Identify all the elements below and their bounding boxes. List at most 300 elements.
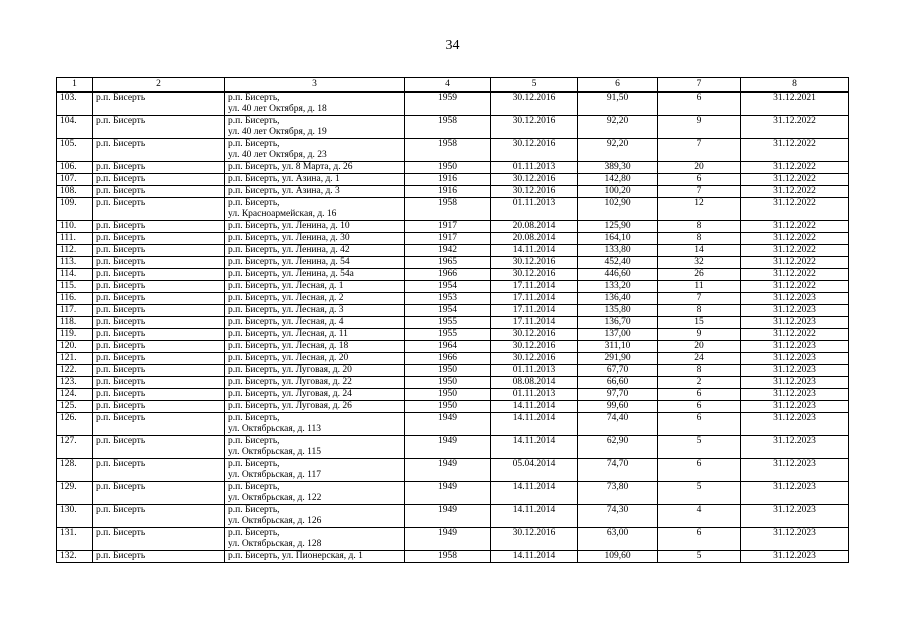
count-cell: 6: [658, 92, 741, 116]
header-cell-5: 5: [491, 78, 578, 93]
term-cell: 31.12.2023: [741, 436, 849, 459]
count-cell: 5: [658, 551, 741, 563]
row-number-cell: 119.: [57, 329, 93, 341]
term-cell: 31.12.2023: [741, 401, 849, 413]
housing-table: [56, 77, 849, 563]
term-cell: 31.12.2022: [741, 269, 849, 281]
term-cell: 31.12.2022: [741, 281, 849, 293]
row-number-cell: 129.: [57, 482, 93, 505]
table-row: [57, 317, 849, 329]
table-row: [57, 92, 849, 116]
area-cell: 136,40: [578, 293, 658, 305]
address-line-1: р.п. Бисерть, ул. Лесная, д. 1: [228, 281, 344, 291]
settlement-cell: р.п. Бисерть: [93, 389, 225, 401]
area-cell: 125,90: [578, 221, 658, 233]
address-cell: [225, 198, 405, 221]
settlement-cell: р.п. Бисерть: [93, 365, 225, 377]
settlement-cell: р.п. Бисерть: [93, 116, 225, 139]
table-row: [57, 269, 849, 281]
address-line-1: р.п. Бисерть, ул. Пионерская, д. 1: [228, 551, 363, 561]
settlement-cell: р.п. Бисерть: [93, 221, 225, 233]
count-cell: 9: [658, 116, 741, 139]
row-number-cell: 120.: [57, 341, 93, 353]
settlement-cell: р.п. Бисерть: [93, 186, 225, 198]
area-cell: 92,20: [578, 139, 658, 162]
year-cell: 1965: [405, 257, 491, 269]
date-cell: 30.12.2016: [491, 329, 578, 341]
count-cell: 6: [658, 528, 741, 551]
term-cell: 31.12.2022: [741, 233, 849, 245]
settlement-cell: р.п. Бисерть: [93, 92, 225, 116]
date-cell: 08.08.2014: [491, 377, 578, 389]
settlement-cell: р.п. Бисерть: [93, 551, 225, 563]
address-line-2: ул. Октябрьская, д. 113: [228, 424, 321, 434]
table-row: [57, 221, 849, 233]
address-line-2: ул. 40 лет Октября, д. 23: [228, 150, 327, 160]
area-cell: 142,80: [578, 174, 658, 186]
settlement-cell: р.п. Бисерть: [93, 257, 225, 269]
count-cell: 8: [658, 233, 741, 245]
address-line-1: р.п. Бисерть,: [228, 482, 280, 492]
address-line-1: р.п. Бисерть, ул. Ленина, д. 10: [228, 221, 350, 231]
term-cell: 31.12.2022: [741, 245, 849, 257]
row-number-cell: 110.: [57, 221, 93, 233]
address-cell: [225, 305, 405, 317]
date-cell: 30.12.2016: [491, 257, 578, 269]
term-cell: 31.12.2022: [741, 186, 849, 198]
count-cell: 7: [658, 186, 741, 198]
address-line-1: р.п. Бисерть,: [228, 413, 280, 423]
table-row: [57, 505, 849, 528]
address-cell: [225, 389, 405, 401]
year-cell: 1958: [405, 551, 491, 563]
address-cell: [225, 269, 405, 281]
address-line-1: р.п. Бисерть, ул. Азина, д. 1: [228, 174, 340, 184]
count-cell: 26: [658, 269, 741, 281]
address-line-1: р.п. Бисерть,: [228, 198, 280, 208]
term-cell: 31.12.2023: [741, 528, 849, 551]
term-cell: 31.12.2023: [741, 389, 849, 401]
address-line-1: р.п. Бисерть, ул. Азина, д. 3: [228, 186, 340, 196]
address-line-2: ул. Красноармейская, д. 16: [228, 209, 337, 219]
count-cell: 8: [658, 221, 741, 233]
row-number-cell: 108.: [57, 186, 93, 198]
term-cell: 31.12.2022: [741, 221, 849, 233]
area-cell: 92,20: [578, 116, 658, 139]
header-cell-6: 6: [578, 78, 658, 93]
settlement-cell: р.п. Бисерть: [93, 305, 225, 317]
term-cell: 31.12.2023: [741, 482, 849, 505]
row-number-cell: 104.: [57, 116, 93, 139]
address-line-1: р.п. Бисерть,: [228, 93, 280, 103]
row-number-cell: 115.: [57, 281, 93, 293]
address-line-2: ул. Октябрьская, д. 126: [228, 516, 322, 526]
table-row: [57, 139, 849, 162]
year-cell: 1959: [405, 92, 491, 116]
count-cell: 20: [658, 162, 741, 174]
area-cell: 446,60: [578, 269, 658, 281]
address-line-1: р.п. Бисерть, ул. Луговая, д. 20: [228, 365, 352, 375]
settlement-cell: р.п. Бисерть: [93, 482, 225, 505]
settlement-cell: р.п. Бисерть: [93, 413, 225, 436]
year-cell: 1916: [405, 186, 491, 198]
address-line-2: ул. 40 лет Октября, д. 18: [228, 104, 327, 114]
address-cell: [225, 139, 405, 162]
date-cell: 01.11.2013: [491, 365, 578, 377]
year-cell: 1954: [405, 281, 491, 293]
table-header-row: [57, 78, 849, 93]
count-cell: 2: [658, 377, 741, 389]
table-row: [57, 377, 849, 389]
row-number-cell: 126.: [57, 413, 93, 436]
settlement-cell: р.п. Бисерть: [93, 233, 225, 245]
table-row: [57, 389, 849, 401]
date-cell: 30.12.2016: [491, 186, 578, 198]
count-cell: 24: [658, 353, 741, 365]
count-cell: 14: [658, 245, 741, 257]
year-cell: 1950: [405, 377, 491, 389]
table-row: [57, 198, 849, 221]
area-cell: 91,50: [578, 92, 658, 116]
row-number-cell: 127.: [57, 436, 93, 459]
row-number-cell: 103.: [57, 92, 93, 116]
address-line-1: р.п. Бисерть, ул. 8 Марта, д. 26: [228, 162, 353, 172]
count-cell: 8: [658, 305, 741, 317]
address-cell: [225, 353, 405, 365]
term-cell: 31.12.2022: [741, 174, 849, 186]
table-row: [57, 174, 849, 186]
year-cell: 1949: [405, 436, 491, 459]
term-cell: 31.12.2022: [741, 139, 849, 162]
address-line-1: р.п. Бисерть, ул. Ленина, д. 54а: [228, 269, 354, 279]
count-cell: 15: [658, 317, 741, 329]
area-cell: 62,90: [578, 436, 658, 459]
area-cell: 74,30: [578, 505, 658, 528]
date-cell: 01.11.2013: [491, 162, 578, 174]
address-cell: [225, 341, 405, 353]
table-row: [57, 162, 849, 174]
address-line-1: р.п. Бисерть,: [228, 116, 280, 126]
settlement-cell: р.п. Бисерть: [93, 198, 225, 221]
settlement-cell: р.п. Бисерть: [93, 317, 225, 329]
date-cell: 30.12.2016: [491, 528, 578, 551]
year-cell: 1953: [405, 293, 491, 305]
table-row: [57, 116, 849, 139]
year-cell: 1958: [405, 116, 491, 139]
date-cell: 30.12.2016: [491, 139, 578, 162]
year-cell: 1949: [405, 505, 491, 528]
term-cell: 31.12.2023: [741, 317, 849, 329]
term-cell: 31.12.2023: [741, 365, 849, 377]
count-cell: 32: [658, 257, 741, 269]
table-row: [57, 459, 849, 482]
row-number-cell: 117.: [57, 305, 93, 317]
date-cell: 17.11.2014: [491, 305, 578, 317]
year-cell: 1950: [405, 389, 491, 401]
date-cell: 30.12.2016: [491, 116, 578, 139]
count-cell: 5: [658, 482, 741, 505]
term-cell: 31.12.2023: [741, 341, 849, 353]
table-row: [57, 528, 849, 551]
year-cell: 1966: [405, 269, 491, 281]
date-cell: 14.11.2014: [491, 505, 578, 528]
row-number-cell: 116.: [57, 293, 93, 305]
term-cell: 31.12.2023: [741, 505, 849, 528]
area-cell: 102,90: [578, 198, 658, 221]
address-line-1: р.п. Бисерть, ул. Луговая, д. 22: [228, 377, 352, 387]
date-cell: 05.04.2014: [491, 459, 578, 482]
address-cell: [225, 413, 405, 436]
address-line-1: р.п. Бисерть,: [228, 459, 280, 469]
address-line-2: ул. Октябрьская, д. 128: [228, 539, 322, 549]
year-cell: 1958: [405, 198, 491, 221]
table-row: [57, 413, 849, 436]
date-cell: 20.08.2014: [491, 233, 578, 245]
term-cell: 31.12.2023: [741, 353, 849, 365]
year-cell: 1917: [405, 221, 491, 233]
year-cell: 1917: [405, 233, 491, 245]
area-cell: 133,20: [578, 281, 658, 293]
year-cell: 1916: [405, 174, 491, 186]
year-cell: 1958: [405, 139, 491, 162]
address-line-1: р.п. Бисерть,: [228, 528, 280, 538]
address-cell: [225, 365, 405, 377]
table-row: [57, 482, 849, 505]
settlement-cell: р.п. Бисерть: [93, 329, 225, 341]
row-number-cell: 118.: [57, 317, 93, 329]
address-line-1: р.п. Бисерть, ул. Лесная, д. 2: [228, 293, 344, 303]
row-number-cell: 109.: [57, 198, 93, 221]
settlement-cell: р.п. Бисерть: [93, 281, 225, 293]
address-line-1: р.п. Бисерть, ул. Ленина, д. 42: [228, 245, 350, 255]
date-cell: 01.11.2013: [491, 198, 578, 221]
row-number-cell: 131.: [57, 528, 93, 551]
year-cell: 1950: [405, 365, 491, 377]
row-number-cell: 112.: [57, 245, 93, 257]
address-cell: [225, 293, 405, 305]
settlement-cell: р.п. Бисерть: [93, 353, 225, 365]
address-line-2: ул. Октябрьская, д. 117: [228, 470, 321, 480]
year-cell: 1950: [405, 162, 491, 174]
address-line-1: р.п. Бисерть, ул. Лесная, д. 3: [228, 305, 344, 315]
address-line-1: р.п. Бисерть, ул. Лесная, д. 18: [228, 341, 349, 351]
date-cell: 14.11.2014: [491, 413, 578, 436]
row-number-cell: 113.: [57, 257, 93, 269]
date-cell: 17.11.2014: [491, 317, 578, 329]
address-line-1: р.п. Бисерть,: [228, 139, 280, 149]
address-line-1: р.п. Бисерть,: [228, 436, 280, 446]
table-row: [57, 436, 849, 459]
address-cell: [225, 401, 405, 413]
settlement-cell: р.п. Бисерть: [93, 436, 225, 459]
row-number-cell: 121.: [57, 353, 93, 365]
row-number-cell: 105.: [57, 139, 93, 162]
header-cell-1: 1: [57, 78, 93, 93]
area-cell: 67,70: [578, 365, 658, 377]
address-cell: [225, 92, 405, 116]
address-cell: [225, 245, 405, 257]
table-row: [57, 305, 849, 317]
term-cell: 31.12.2023: [741, 459, 849, 482]
table-row: [57, 281, 849, 293]
area-cell: 311,10: [578, 341, 658, 353]
area-cell: 74,70: [578, 459, 658, 482]
header-cell-7: 7: [658, 78, 741, 93]
address-cell: [225, 233, 405, 245]
area-cell: 99,60: [578, 401, 658, 413]
address-cell: [225, 505, 405, 528]
date-cell: 14.11.2014: [491, 482, 578, 505]
address-line-1: р.п. Бисерть, ул. Луговая, д. 24: [228, 389, 352, 399]
term-cell: 31.12.2022: [741, 257, 849, 269]
row-number-cell: 132.: [57, 551, 93, 563]
row-number-cell: 125.: [57, 401, 93, 413]
settlement-cell: р.п. Бисерть: [93, 269, 225, 281]
header-cell-4: 4: [405, 78, 491, 93]
year-cell: 1949: [405, 413, 491, 436]
date-cell: 30.12.2016: [491, 341, 578, 353]
area-cell: 63,00: [578, 528, 658, 551]
term-cell: 31.12.2023: [741, 377, 849, 389]
settlement-cell: р.п. Бисерть: [93, 459, 225, 482]
row-number-cell: 124.: [57, 389, 93, 401]
year-cell: 1954: [405, 305, 491, 317]
term-cell: 31.12.2023: [741, 293, 849, 305]
area-cell: 100,20: [578, 186, 658, 198]
address-cell: [225, 377, 405, 389]
count-cell: 7: [658, 139, 741, 162]
row-number-cell: 111.: [57, 233, 93, 245]
settlement-cell: р.п. Бисерть: [93, 293, 225, 305]
count-cell: 11: [658, 281, 741, 293]
date-cell: 01.11.2013: [491, 389, 578, 401]
address-cell: [225, 281, 405, 293]
area-cell: 66,60: [578, 377, 658, 389]
year-cell: 1949: [405, 459, 491, 482]
settlement-cell: р.п. Бисерть: [93, 245, 225, 257]
area-cell: 133,80: [578, 245, 658, 257]
term-cell: 31.12.2021: [741, 92, 849, 116]
header-cell-8: 8: [741, 78, 849, 93]
date-cell: 17.11.2014: [491, 281, 578, 293]
date-cell: 14.11.2014: [491, 245, 578, 257]
address-cell: [225, 551, 405, 563]
settlement-cell: р.п. Бисерть: [93, 528, 225, 551]
count-cell: 6: [658, 174, 741, 186]
address-cell: [225, 317, 405, 329]
table-row: [57, 353, 849, 365]
area-cell: 291,90: [578, 353, 658, 365]
year-cell: 1955: [405, 317, 491, 329]
settlement-cell: р.п. Бисерть: [93, 505, 225, 528]
row-number-cell: 123.: [57, 377, 93, 389]
count-cell: 12: [658, 198, 741, 221]
year-cell: 1964: [405, 341, 491, 353]
address-line-1: р.п. Бисерть, ул. Лесная, д. 4: [228, 317, 344, 327]
settlement-cell: р.п. Бисерть: [93, 139, 225, 162]
count-cell: 6: [658, 401, 741, 413]
settlement-cell: р.п. Бисерть: [93, 162, 225, 174]
address-cell: [225, 257, 405, 269]
table-row: [57, 186, 849, 198]
date-cell: 20.08.2014: [491, 221, 578, 233]
table-row: [57, 257, 849, 269]
address-line-1: р.п. Бисерть, ул. Ленина, д. 54: [228, 257, 350, 267]
address-line-1: р.п. Бисерть, ул. Лесная, д. 20: [228, 353, 349, 363]
address-cell: [225, 436, 405, 459]
date-cell: 30.12.2016: [491, 269, 578, 281]
address-cell: [225, 329, 405, 341]
settlement-cell: р.п. Бисерть: [93, 174, 225, 186]
area-cell: 135,80: [578, 305, 658, 317]
date-cell: 30.12.2016: [491, 174, 578, 186]
row-number-cell: 122.: [57, 365, 93, 377]
address-cell: [225, 162, 405, 174]
term-cell: 31.12.2022: [741, 329, 849, 341]
date-cell: 30.12.2016: [491, 353, 578, 365]
count-cell: 8: [658, 365, 741, 377]
count-cell: 6: [658, 389, 741, 401]
address-cell: [225, 528, 405, 551]
table-row: [57, 365, 849, 377]
table-row: [57, 233, 849, 245]
term-cell: 31.12.2022: [741, 116, 849, 139]
header-cell-3: 3: [225, 78, 405, 93]
row-number-cell: 128.: [57, 459, 93, 482]
address-cell: [225, 186, 405, 198]
table-row: [57, 341, 849, 353]
table-row: [57, 401, 849, 413]
table-row: [57, 293, 849, 305]
table-row: [57, 329, 849, 341]
settlement-cell: р.п. Бисерть: [93, 377, 225, 389]
year-cell: 1966: [405, 353, 491, 365]
table-row: [57, 551, 849, 563]
area-cell: 452,40: [578, 257, 658, 269]
area-cell: 164,10: [578, 233, 658, 245]
year-cell: 1949: [405, 528, 491, 551]
year-cell: 1955: [405, 329, 491, 341]
settlement-cell: р.п. Бисерть: [93, 341, 225, 353]
count-cell: 20: [658, 341, 741, 353]
settlement-cell: р.п. Бисерть: [93, 401, 225, 413]
address-line-1: р.п. Бисерть, ул. Лесная, д. 11: [228, 329, 348, 339]
area-cell: 136,70: [578, 317, 658, 329]
address-cell: [225, 174, 405, 186]
page-number: 34: [445, 38, 460, 53]
year-cell: 1950: [405, 401, 491, 413]
area-cell: 137,00: [578, 329, 658, 341]
area-cell: 74,40: [578, 413, 658, 436]
term-cell: 31.12.2022: [741, 198, 849, 221]
address-cell: [225, 221, 405, 233]
term-cell: 31.12.2022: [741, 162, 849, 174]
row-number-cell: 106.: [57, 162, 93, 174]
date-cell: 14.11.2014: [491, 551, 578, 563]
address-line-2: ул. Октябрьская, д. 115: [228, 447, 321, 457]
address-line-1: р.п. Бисерть,: [228, 505, 280, 515]
address-line-1: р.п. Бисерть, ул. Ленина, д. 30: [228, 233, 350, 243]
address-line-2: ул. 40 лет Октября, д. 19: [228, 127, 327, 137]
table-body: [57, 92, 849, 563]
date-cell: 14.11.2014: [491, 436, 578, 459]
row-number-cell: 114.: [57, 269, 93, 281]
count-cell: 6: [658, 459, 741, 482]
address-line-1: р.п. Бисерть, ул. Луговая, д. 26: [228, 401, 352, 411]
term-cell: 31.12.2023: [741, 413, 849, 436]
area-cell: 389,30: [578, 162, 658, 174]
date-cell: 17.11.2014: [491, 293, 578, 305]
